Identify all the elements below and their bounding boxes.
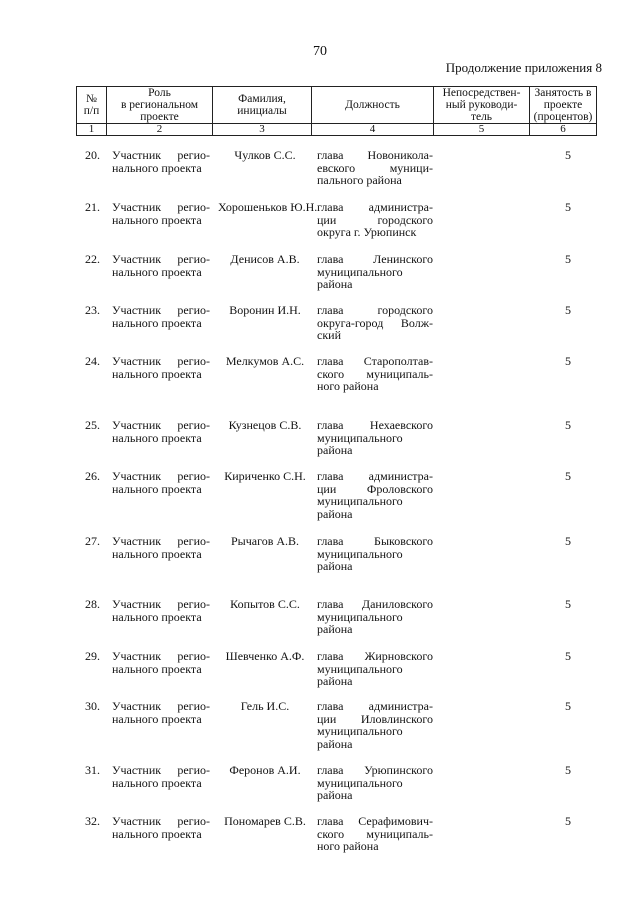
position-line: глава Жирновского: [317, 649, 433, 663]
position-line: глава Новоникола-: [317, 148, 433, 162]
position-line: глава Урюпинского: [317, 763, 433, 777]
position-line: ции городского: [317, 212, 433, 227]
position-line: муниципального: [317, 661, 403, 676]
position-line: ского муниципаль-: [317, 826, 433, 841]
row-number: 20.: [85, 148, 100, 162]
row-occupancy: 5: [565, 418, 571, 432]
row-number: 25.: [85, 418, 100, 432]
role-line: Участник регио-: [112, 418, 210, 432]
header-occupancy: Занятость в проекте (процентов): [530, 87, 597, 124]
row-occupancy: 5: [565, 200, 571, 214]
row-position: [317, 149, 433, 187]
row-name: Феронов А.И.: [229, 763, 301, 777]
row-position: [317, 470, 433, 520]
position-line: ного района: [317, 839, 379, 853]
row-name: Кириченко С.Н.: [224, 469, 306, 483]
role-line: нального проекта: [112, 264, 202, 279]
row-position: [317, 304, 433, 342]
position-line: муниципального: [317, 609, 403, 624]
row-role: [112, 253, 210, 278]
row-occupancy: 5: [565, 469, 571, 483]
role-line: Участник регио-: [112, 303, 210, 317]
row-role: [112, 149, 210, 174]
header-column-numbers-row: [77, 124, 597, 136]
continuation-label: Продолжение приложения 8: [445, 60, 602, 75]
row-occupancy: 5: [565, 597, 571, 611]
row-occupancy: 5: [565, 252, 571, 266]
position-line: глава Быковского: [317, 534, 433, 548]
role-line: нального проекта: [112, 826, 202, 841]
role-line: нального проекта: [112, 160, 202, 175]
page-number: 70: [313, 44, 327, 59]
row-number: 23.: [85, 303, 100, 317]
row-name: Рычагов А.В.: [230, 534, 300, 548]
table-header: [76, 86, 597, 136]
role-line: нального проекта: [112, 609, 202, 624]
position-line: глава Ленинского: [317, 252, 433, 266]
row-role: [112, 764, 210, 789]
role-line: Участник регио-: [112, 814, 210, 828]
row-occupancy: 5: [565, 354, 571, 368]
role-line: Участник регио-: [112, 252, 210, 266]
header-name: Фамилия, инициалы: [213, 87, 312, 124]
row-role: [112, 470, 210, 495]
row-name: Кузнецов С.В.: [228, 418, 302, 432]
column-number: 6: [530, 124, 597, 136]
row-name: Мелкумов А.С.: [225, 354, 305, 368]
header-position: Должность: [312, 87, 434, 124]
role-line: Участник регио-: [112, 534, 210, 548]
row-number: 32.: [85, 814, 100, 828]
row-role: [112, 355, 210, 380]
position-line: глава Даниловского: [317, 597, 433, 611]
role-line: нального проекта: [112, 481, 202, 496]
row-number: 24.: [85, 354, 100, 368]
position-line: муниципального: [317, 264, 403, 279]
row-position: [317, 650, 433, 688]
position-line: района: [317, 559, 353, 573]
position-line: глава городского: [317, 303, 433, 317]
role-line: нального проекта: [112, 212, 202, 227]
row-occupancy: 5: [565, 649, 571, 663]
row-number: 31.: [85, 763, 100, 777]
role-line: нального проекта: [112, 775, 202, 790]
position-line: ного района: [317, 379, 379, 393]
row-name: Чулков С.С.: [234, 148, 296, 162]
row-position: [317, 201, 433, 239]
position-line: района: [317, 788, 353, 802]
position-line: района: [317, 736, 353, 751]
row-number: 30.: [85, 699, 100, 713]
role-line: нального проекта: [112, 661, 202, 676]
position-line: района: [317, 443, 353, 457]
position-line: ции Иловлинского: [317, 711, 433, 726]
row-number: 22.: [85, 252, 100, 266]
position-line: района: [317, 674, 353, 688]
row-role: [112, 700, 210, 725]
row-name: Копытов С.С.: [230, 597, 300, 611]
row-number: 21.: [85, 200, 100, 214]
row-occupancy: 5: [565, 763, 571, 777]
row-role: [112, 304, 210, 329]
position-line: евского муници-: [317, 160, 433, 175]
position-line: глава администра-: [317, 200, 433, 214]
row-role: [112, 535, 210, 560]
position-line: округа-город Волж-: [317, 315, 433, 330]
column-number: 3: [213, 124, 312, 136]
row-occupancy: 5: [565, 699, 571, 713]
column-number: 1: [77, 124, 107, 136]
position-line: ский: [317, 328, 341, 342]
row-role: [112, 419, 210, 444]
column-number: 5: [434, 124, 530, 136]
column-number: 2: [107, 124, 213, 136]
row-occupancy: 5: [565, 303, 571, 317]
position-line: муниципального: [317, 724, 403, 738]
role-line: Участник регио-: [112, 469, 210, 483]
role-line: Участник регио-: [112, 597, 210, 611]
row-number: 29.: [85, 649, 100, 663]
role-line: нального проекта: [112, 315, 202, 330]
position-line: ского муниципаль-: [317, 366, 433, 381]
position-line: глава Серафимович-: [317, 814, 433, 828]
row-position: [317, 700, 433, 750]
row-number: 27.: [85, 534, 100, 548]
position-line: муниципального: [317, 430, 403, 445]
position-line: глава администра-: [317, 699, 433, 713]
role-line: Участник регио-: [112, 200, 210, 214]
row-name: Денисов А.В.: [230, 252, 300, 266]
role-line: нального проекта: [112, 546, 202, 561]
row-occupancy: 5: [565, 814, 571, 828]
position-line: пального района: [317, 173, 402, 187]
role-line: Участник регио-: [112, 148, 210, 162]
position-line: глава администра-: [317, 469, 433, 483]
row-name: Воронин И.Н.: [229, 303, 301, 317]
position-line: района: [317, 277, 353, 291]
role-line: Участник регио-: [112, 763, 210, 777]
row-name: Хорошеньков Ю.Н.: [218, 200, 318, 214]
row-name: Пономарев С.В.: [224, 814, 306, 828]
row-number: 28.: [85, 597, 100, 611]
role-line: нального проекта: [112, 430, 202, 445]
row-number: 26.: [85, 469, 100, 483]
role-line: нального проекта: [112, 366, 202, 381]
header-number: № п/п: [77, 87, 107, 124]
column-number: 4: [312, 124, 434, 136]
row-role: [112, 650, 210, 675]
row-occupancy: 5: [565, 148, 571, 162]
position-line: глава Старополтав-: [317, 354, 433, 368]
header-supervisor: Непосредствен- ный руководи- тель: [434, 87, 530, 124]
position-line: района: [317, 622, 353, 636]
row-name: Гель И.С.: [240, 699, 290, 713]
position-line: ции Фроловского: [317, 481, 433, 496]
row-occupancy: 5: [565, 534, 571, 548]
row-position: [317, 253, 433, 291]
role-line: Участник регио-: [112, 354, 210, 368]
row-position: [317, 764, 433, 802]
position-line: района: [317, 506, 353, 521]
row-role: [112, 598, 210, 623]
header-titles-row: [77, 87, 597, 124]
row-position: [317, 535, 433, 573]
row-position: [317, 815, 433, 853]
position-line: муниципального: [317, 494, 403, 508]
row-position: [317, 419, 433, 457]
position-line: глава Нехаевского: [317, 418, 433, 432]
header-role: Роль в региональном проекте: [107, 87, 213, 124]
row-position: [317, 598, 433, 636]
position-line: муниципального: [317, 546, 403, 561]
row-name: Шевченко А.Ф.: [225, 649, 305, 663]
row-role: [112, 201, 210, 226]
role-line: Участник регио-: [112, 699, 210, 713]
row-role: [112, 815, 210, 840]
position-line: округа г. Урюпинск: [317, 225, 417, 239]
role-line: Участник регио-: [112, 649, 210, 663]
position-line: муниципального: [317, 775, 403, 790]
role-line: нального проекта: [112, 711, 202, 726]
row-position: [317, 355, 433, 393]
